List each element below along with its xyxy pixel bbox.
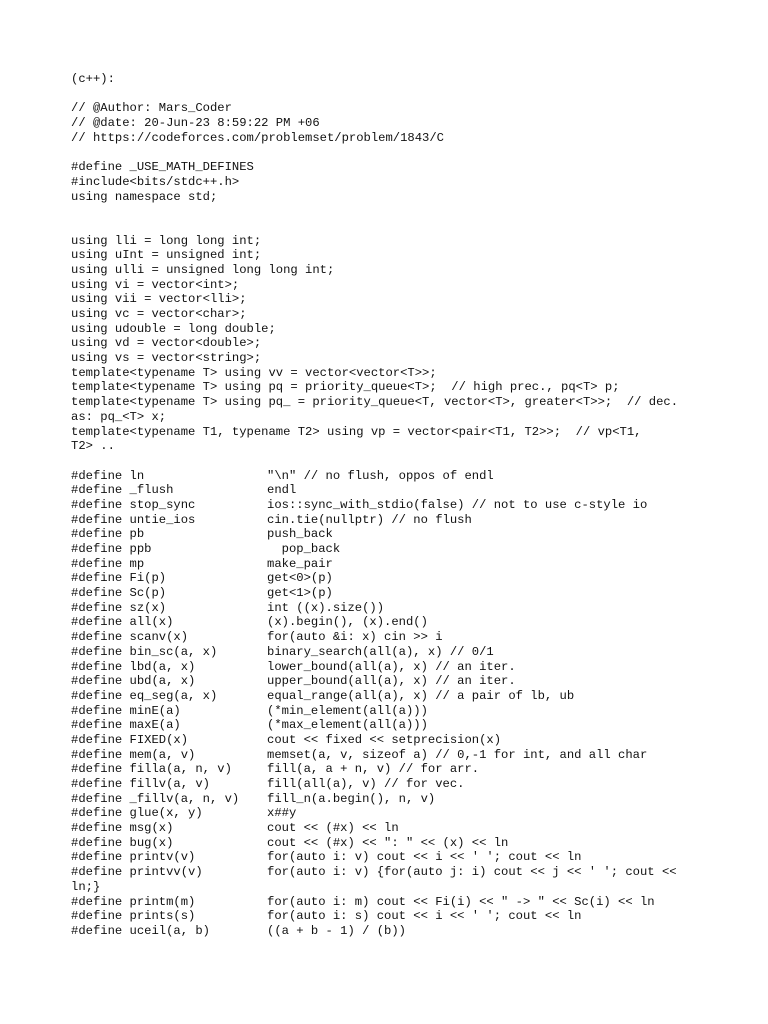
type-aliases	[71, 234, 711, 454]
macro-line	[71, 806, 711, 821]
macro-line	[71, 909, 711, 924]
macro-line	[71, 660, 711, 675]
macro-body: fill_n(a.begin(), n, v)	[267, 791, 436, 806]
macro-name: #define pb	[71, 527, 145, 542]
macro-line	[71, 821, 711, 836]
macro-line	[71, 792, 711, 807]
macro-line	[71, 615, 711, 630]
macro-name: #define mp	[71, 556, 145, 571]
macro-name: #define printv(v)	[71, 850, 196, 865]
macro-body: ((a + b - 1) / (b))	[267, 923, 406, 938]
macro-name: #define _flush	[71, 483, 174, 498]
macro-body: lower_bound(all(a), x) // an iter.	[267, 659, 516, 674]
comment-line: // @Author: Mars_Coder	[71, 101, 232, 116]
macro-line	[71, 836, 711, 851]
macro-line	[71, 733, 711, 748]
macro-line	[71, 865, 711, 880]
macro-body: (*min_element(all(a)))	[267, 703, 428, 718]
macro-name: #define lbd(a, x)	[71, 659, 196, 674]
macro-name: #define ubd(a, x)	[71, 674, 196, 689]
alias-line: using vd = vector<double>;	[71, 336, 262, 351]
preamble-line: #include<bits/stdc++.h>	[71, 174, 240, 189]
preamble-line: #define _USE_MATH_DEFINES	[71, 160, 254, 175]
macro-line	[71, 777, 711, 792]
macro-line	[71, 630, 711, 645]
macro-line	[71, 674, 711, 689]
macro-name: #define fillv(a, v)	[71, 777, 210, 792]
alias-line: using udouble = long double;	[71, 321, 276, 336]
comment-line: // https://codeforces.com/problemset/problem/1843/C	[71, 130, 444, 145]
macro-line	[71, 483, 711, 498]
macro-body: endl	[267, 483, 297, 498]
macro-body: cout << fixed << setprecision(x)	[267, 732, 502, 747]
macro-line	[71, 513, 711, 528]
macro-line	[71, 557, 711, 572]
macro-body: get<1>(p)	[267, 586, 333, 601]
macro-line	[71, 601, 711, 616]
macro-body: for(auto &i: x) cin >> i	[267, 630, 443, 645]
blank-lines	[71, 204, 711, 233]
macro-name: #define Fi(p)	[71, 571, 167, 586]
macro-name: #define prints(s)	[71, 909, 196, 924]
macro-body: for(auto i: v) {for(auto j: i) cout << j << ' '; cout <<	[267, 865, 677, 880]
alias-line: using ulli = unsigned long long int;	[71, 262, 335, 277]
macro-body: (x).begin(), (x).end()	[267, 615, 428, 630]
macro-body: int ((x).size())	[267, 600, 385, 615]
macro-body: pop_back	[267, 542, 341, 557]
macro-line	[71, 586, 711, 601]
macro-line	[71, 498, 711, 513]
macro-name: #define printvv(v)	[71, 865, 203, 880]
macro-body: ios::sync_with_stdio(false) // not to use c-style io	[267, 497, 648, 512]
comment-line: // @date: 20-Jun-23 8:59:22 PM +06	[71, 116, 320, 131]
macro-name: #define bin_sc(a, x)	[71, 644, 218, 659]
macro-body: fill(a, a + n, v) // for arr.	[267, 762, 480, 777]
macro-body: fill(all(a), v) // for vec.	[267, 777, 465, 792]
blank-line	[71, 145, 711, 160]
macro-name: #define msg(x)	[71, 821, 174, 836]
macro-body: make_pair	[267, 556, 333, 571]
macro-name: #define Sc(p)	[71, 586, 167, 601]
macro-line	[71, 645, 711, 660]
macro-line	[71, 527, 711, 542]
macro-body: get<0>(p)	[267, 571, 333, 586]
macro-name: #define mem(a, v)	[71, 747, 196, 762]
macro-name: #define untie_ios	[71, 512, 196, 527]
blank-line	[71, 454, 711, 469]
macro-name: #define uceil(a, b)	[71, 923, 210, 938]
macro-name: #define _fillv(a, n, v)	[71, 791, 240, 806]
macro-name: #define printm(m)	[71, 894, 196, 909]
alias-line: template<typename T1, typename T2> using vp = vector<pair<T1, T2>>; // vp<T1,	[71, 424, 642, 439]
code-document	[71, 72, 711, 939]
macro-line	[71, 880, 711, 895]
macro-body: "\n" // no flush, oppos of endl	[267, 468, 494, 483]
alias-line: as: pq_<T> x;	[71, 409, 167, 424]
macro-line	[71, 469, 711, 484]
macro-body: binary_search(all(a), x) // 0/1	[267, 644, 494, 659]
macro-line	[71, 748, 711, 763]
macro-name: #define filla(a, n, v)	[71, 762, 232, 777]
macro-body: x##y	[267, 806, 297, 821]
document-title: (c++):	[71, 72, 115, 86]
macro-body: for(auto i: s) cout << i << ' '; cout << ln	[267, 909, 582, 924]
macro-body: (*max_element(all(a)))	[267, 718, 428, 733]
macro-name: #define bug(x)	[71, 835, 174, 850]
alias-line: template<typename T> using pq = priority_queue<T>; // high prec., pq<T> p;	[71, 380, 620, 395]
macro-name: #define ln	[71, 468, 145, 483]
preamble-line: using namespace std;	[71, 189, 218, 204]
macro-definitions	[71, 469, 711, 939]
macro-line	[71, 571, 711, 586]
blank-line	[71, 87, 711, 102]
macro-name: #define glue(x, y)	[71, 806, 203, 821]
macro-name: #define stop_sync	[71, 497, 196, 512]
macro-body: memset(a, v, sizeof a) // 0,-1 for int, and all char	[267, 747, 648, 762]
macro-name: ln;}	[71, 879, 101, 894]
macro-line	[71, 689, 711, 704]
header-comments	[71, 101, 711, 145]
alias-line: using uInt = unsigned int;	[71, 248, 262, 263]
alias-line: using vii = vector<lli>;	[71, 292, 247, 307]
macro-body: push_back	[267, 527, 333, 542]
macro-line	[71, 895, 711, 910]
macro-line	[71, 718, 711, 733]
alias-line: using vc = vector<char>;	[71, 307, 247, 322]
macro-body: equal_range(all(a), x) // a pair of lb, ub	[267, 688, 575, 703]
alias-line: using vs = vector<string>;	[71, 351, 262, 366]
macro-body: for(auto i: m) cout << Fi(i) << " -> " << Sc(i) << ln	[267, 894, 655, 909]
macro-line	[71, 762, 711, 777]
macro-line	[71, 924, 711, 939]
macro-name: #define all(x)	[71, 615, 174, 630]
macro-name: #define scanv(x)	[71, 630, 189, 645]
macro-line	[71, 704, 711, 719]
macro-name: #define eq_seg(a, x)	[71, 688, 218, 703]
macro-name: #define minE(a)	[71, 703, 181, 718]
macro-body: cin.tie(nullptr) // no flush	[267, 512, 472, 527]
macro-name: #define ppb	[71, 542, 152, 557]
macro-line	[71, 542, 711, 557]
preamble	[71, 160, 711, 204]
macro-line	[71, 850, 711, 865]
macro-name: #define maxE(a)	[71, 718, 181, 733]
macro-body: cout << (#x) << ": " << (x) << ln	[267, 835, 509, 850]
macro-body: upper_bound(all(a), x) // an iter.	[267, 674, 516, 689]
alias-line: template<typename T> using pq_ = priority_queue<T, vector<T>, greater<T>>; // dec.	[71, 395, 679, 410]
macro-name: #define sz(x)	[71, 600, 167, 615]
alias-line: using vi = vector<int>;	[71, 277, 240, 292]
alias-line: using lli = long long int;	[71, 233, 262, 248]
alias-line: template<typename T> using vv = vector<vector<T>>;	[71, 365, 437, 380]
macro-body: for(auto i: v) cout << i << ' '; cout << ln	[267, 850, 582, 865]
macro-body: cout << (#x) << ln	[267, 821, 399, 836]
macro-name: #define FIXED(x)	[71, 732, 189, 747]
alias-line: T2> ..	[71, 439, 115, 454]
